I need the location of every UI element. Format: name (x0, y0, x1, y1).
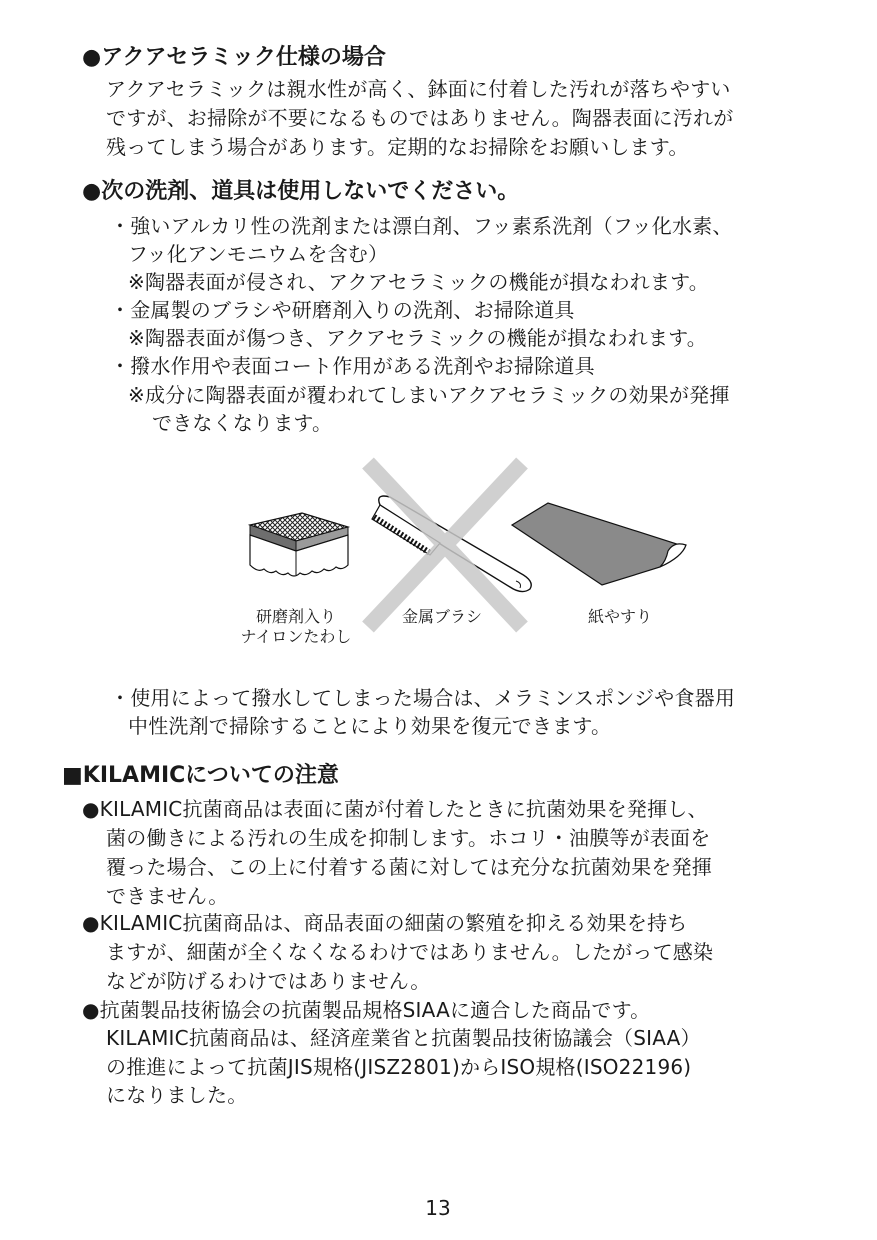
nylon-scrubber-label-2: ナイロンたわし (240, 627, 352, 646)
aqua-ceramic-line-1: アクアセラミックは親水性が高く、鉢面に付着した汚れが落ちやすい (106, 77, 731, 101)
aqua-ceramic-heading: ●アクアセラミック仕様の場合 (82, 45, 386, 70)
prohibited-item-2: ・金属製のブラシや研磨剤入りの洗剤、お掃除道具 (110, 298, 575, 322)
kilamic-line-3: 覆った場合、この上に付着する菌に対しては充分な抗菌効果を発揮 (106, 855, 712, 879)
prohibited-item-3: ・撥水作用や表面コート作用がある洗剤やお掃除道具 (110, 354, 595, 378)
kilamic-line-9: KILAMIC抗菌商品は、経済産業省と抗菌製品技術協議会（SIAA） (106, 1026, 701, 1050)
sandpaper-icon (512, 503, 686, 585)
kilamic-heading: ■KILAMICについての注意 (62, 763, 339, 788)
prohibited-note-3: ※成分に陶器表面が覆われてしまいアクアセラミックの効果が発揮 (128, 383, 730, 407)
kilamic-line-5: ●KILAMIC抗菌商品は、商品表面の細菌の繁殖を抑える効果を持ち (82, 911, 688, 935)
metal-brush-label: 金属ブラシ (401, 607, 482, 626)
restore-note-line-2: 中性洗剤で掃除することにより効果を復元できます。 (128, 714, 612, 738)
prohibited-cross-icon (368, 463, 522, 627)
prohibited-item-1-cont: フッ化アンモニウムを含む） (128, 242, 389, 266)
prohibited-heading: ●次の洗剤、道具は使用しないでください。 (82, 179, 520, 204)
aqua-ceramic-line-3: 残ってしまう場合があります。定期的なお掃除をお願いします。 (106, 135, 689, 159)
page-number: 13 (425, 1196, 451, 1220)
kilamic-line-4: できません。 (106, 884, 229, 908)
nylon-scrubber-icon (250, 513, 348, 576)
nylon-scrubber-label-1: 研磨剤入り (255, 607, 336, 626)
prohibited-item-1: ・強いアルカリ性の洗剤または漂白剤、フッ素系洗剤（フッ化水素、 (110, 214, 733, 238)
kilamic-line-1: ●KILAMIC抗菌商品は表面に菌が付着したときに抗菌効果を発揮し、 (82, 797, 708, 821)
kilamic-line-10: の推進によって抗菌JIS規格(JISZ2801)からISO規格(ISO22196) (106, 1055, 692, 1079)
prohibited-note-2: ※陶器表面が傷つき、アクアセラミックの機能が損なわれます。 (128, 326, 707, 350)
kilamic-line-8: ●抗菌製品技術協会の抗菌製品規格SIAAに適合した商品です。 (82, 998, 651, 1022)
restore-note-line-1: ・使用によって撥水してしまった場合は、メラミンスポンジや食器用 (110, 686, 736, 710)
kilamic-line-6: ますが、細菌が全くなくなるわけではありません。したがって感染 (106, 940, 714, 964)
kilamic-line-11: になりました。 (106, 1083, 248, 1107)
prohibited-note-3-cont: できなくなります。 (152, 411, 333, 435)
sandpaper-label: 紙やすり (587, 607, 652, 626)
prohibited-note-1: ※陶器表面が侵され、アクアセラミックの機能が損なわれます。 (128, 270, 709, 294)
aqua-ceramic-line-2: ですが、お掃除が不要になるものではありません。陶器表面に汚れが (106, 106, 734, 130)
kilamic-line-7: などが防げるわけではありません。 (106, 969, 431, 993)
kilamic-line-2: 菌の働きによる汚れの生成を抑制します。ホコリ・油膜等が表面を (106, 826, 711, 850)
